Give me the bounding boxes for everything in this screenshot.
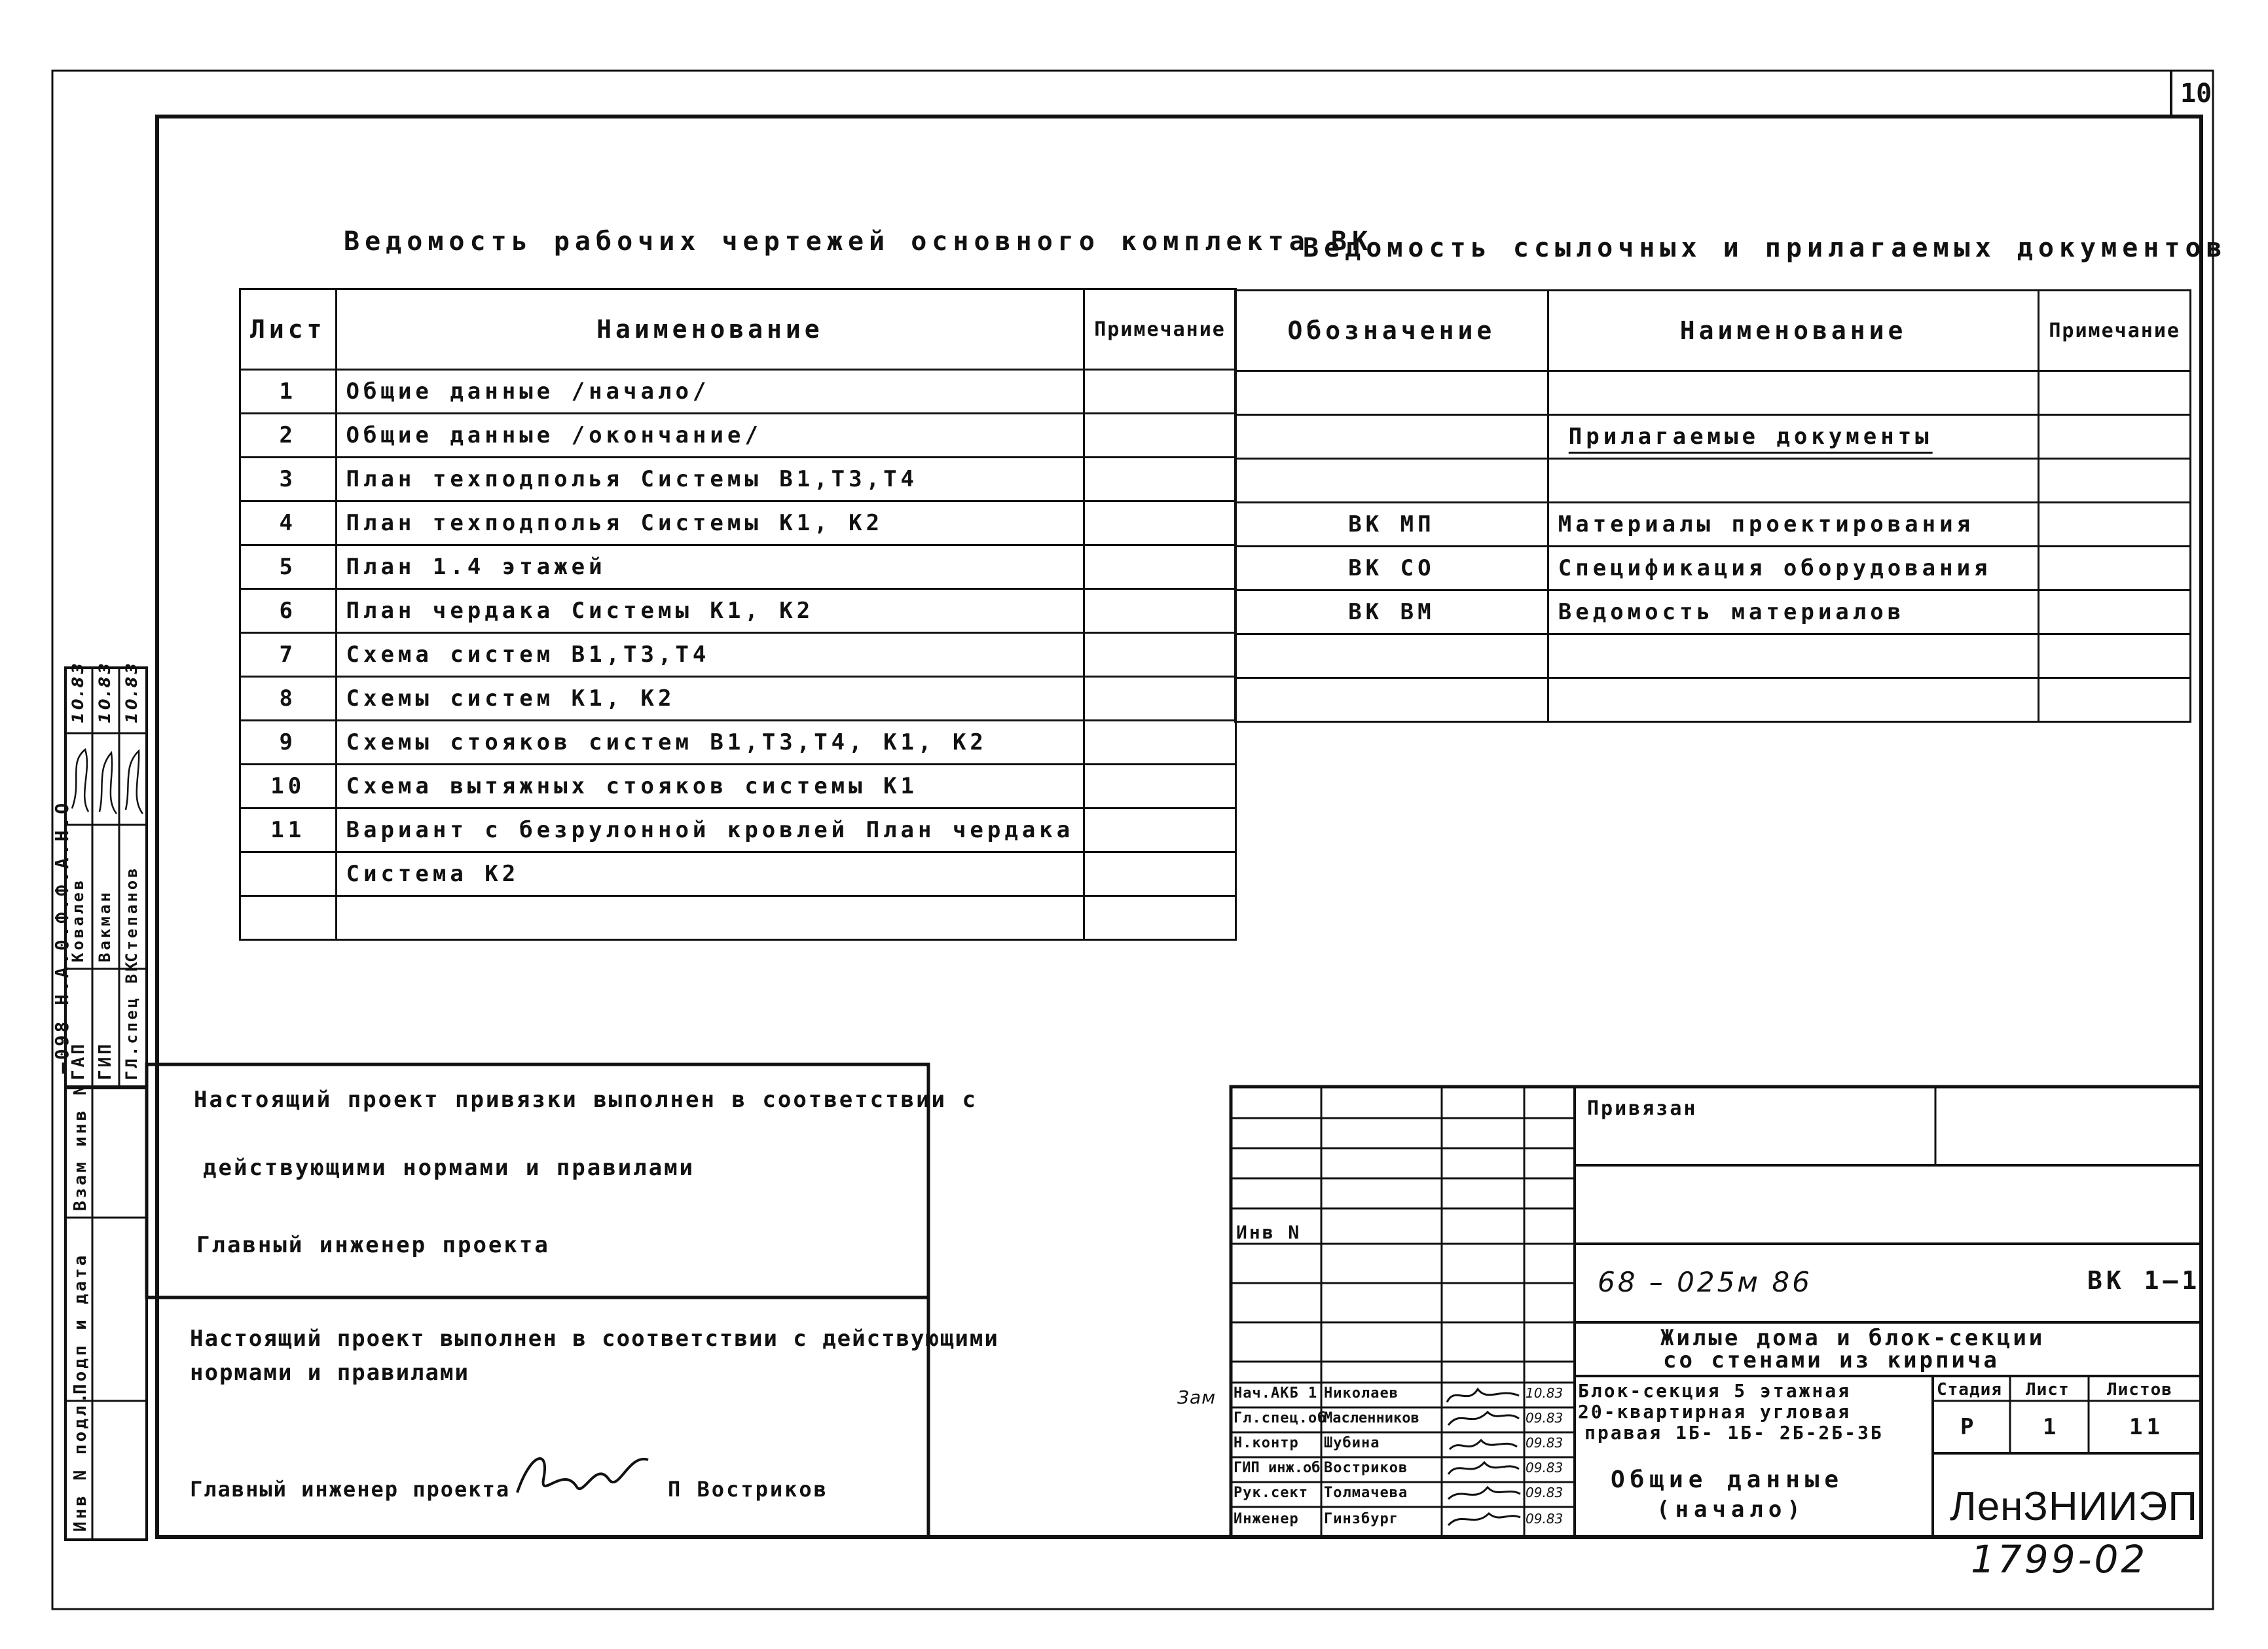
doc-name [1548,634,2039,678]
sheet-note [1084,633,1236,677]
col-header-sheet: Лист [240,289,337,370]
signatory-name: Масленников [1324,1410,1419,1426]
statement-2-line2: нормами и правилами [190,1360,469,1386]
sheet-note [1084,721,1236,765]
doc-code: ВК ВМ [1235,590,1548,634]
stamp-name-stepanov: Степанов [122,865,141,962]
table-row [240,677,1236,721]
signatory-date: 09.83 [1526,1435,1564,1451]
table-row [1235,678,2191,722]
doc-note [2039,415,2191,459]
table-row [240,808,1236,852]
sheet-note [1084,458,1236,501]
sheet-note [1084,501,1236,545]
sheet-note [1084,589,1236,633]
signatory-date: 09.83 [1526,1410,1564,1426]
sheets-value: 11 [2129,1414,2164,1440]
doc-name [1548,678,2039,722]
stamp-role-gip: ГИП [96,1042,115,1080]
sheet-name: Вариант с безрулонной кровлей План чердака [336,808,1084,852]
sheet-name: Общие данные /начало/ [336,370,1084,414]
doc-code [1235,459,1548,503]
doc-code: ВК СО [1235,547,1548,590]
sheet-name [336,896,1084,940]
doc-code [1235,634,1548,678]
sheet-no: 1 [240,370,337,414]
table-row [1235,590,2191,634]
sheet-name-1: Общие данные [1611,1466,1844,1493]
doc-note [2039,371,2191,415]
stamp-date-3: 10.83 [122,661,141,723]
statement-1-line3: Главный инженер проекта [196,1232,550,1258]
referenced-documents-table [1234,289,2191,723]
signatory-role: Н.контр [1234,1435,1299,1451]
sheet-no: 11 [240,808,337,852]
table-row [240,370,1236,414]
signatory-name: Николаев [1324,1385,1399,1402]
sheet-no: 9 [240,721,337,765]
table-row [240,545,1236,589]
sheet-no: 2 [240,414,337,458]
sheet-name: Система К2 [336,852,1084,896]
col-header-note: Примечание [1084,289,1236,370]
table-row [240,765,1236,808]
side-label-podp: Подп и дата [71,1252,90,1394]
sheet-name: План техподполья Системы В1,Т3,Т4 [336,458,1084,501]
side-label-inv: Инв N подл. [71,1390,90,1532]
table-row [1235,634,2191,678]
stamp-name-kovalev: Ковалев [69,877,87,962]
project-title-1: Жилые дома и блок-секции [1660,1325,2045,1351]
stamp-number: 1799-02 [1971,1537,2148,1582]
sheet-note [1084,808,1236,852]
right-table-title: Ведомость ссылочных и прилагаемых документов [1303,233,2227,263]
doc-note [2039,547,2191,590]
inv-no-label: Инв N [1236,1222,1302,1243]
table-row [1235,503,2191,547]
table-row [1235,415,2191,459]
signatory-date: 09.83 [1526,1485,1564,1500]
project-title-2: со стенами из кирпича [1663,1347,2000,1373]
sheet-value: 1 [2043,1414,2060,1440]
sheet-name: Схема вытяжных стояков системы К1 [336,765,1084,808]
doc-code: ВК МП [1235,503,1548,547]
sheet-no: 6 [240,589,337,633]
sheet-note [1084,414,1236,458]
doc-name: Прилагаемые документы [1548,415,2039,459]
doc-name [1548,459,2039,503]
sheet-no: 7 [240,633,337,677]
zam-note: Зам [1177,1386,1216,1408]
doc-note [2039,459,2191,503]
left-table-title: Ведомость рабочих чертежей основного комплекта ВК [344,227,1374,257]
table-row [240,852,1236,896]
sheet-name-2: (начало) [1656,1496,1806,1523]
col-header-note: Примечание [2039,291,2191,371]
doc-code [1235,678,1548,722]
doc-code [1235,371,1548,415]
sheet-no: 8 [240,677,337,721]
table-row [240,501,1236,545]
sheet-note [1084,765,1236,808]
doc-note [2039,503,2191,547]
chief-engineer-signature-icon [504,1440,661,1519]
sheet-name: Схемы систем К1, К2 [336,677,1084,721]
sheet-note [1084,896,1236,940]
signatory-role: Нач.АКБ 1 [1234,1385,1318,1402]
signatory-role: Рук.сект [1234,1485,1308,1501]
doc-note [2039,590,2191,634]
table-row [240,414,1236,458]
sheet-name: Схема систем В1,Т3,Т4 [336,633,1084,677]
statement-1-line2: действующими нормами и правилами [203,1155,695,1181]
sheet-no: 10 [240,765,337,808]
signatory-date: 10.83 [1526,1385,1564,1401]
statement-2-signer-label: Главный инженер проекта [190,1477,511,1502]
statement-2-line1: Настоящий проект выполнен в соответствии с действующими [190,1326,999,1352]
table-row [240,721,1236,765]
signatory-role: Инженер [1234,1511,1299,1527]
doc-note [2039,678,2191,722]
doc-name: Спецификация оборудования [1548,547,2039,590]
col-header-name: Наименование [336,289,1084,370]
stage-label: Стадия [1937,1380,2002,1400]
stamp-signatures-icon [65,736,147,822]
table-row [240,589,1236,633]
doc-name: Материалы проектирования [1548,503,2039,547]
section-line-2: 20-квартирная угловая [1578,1401,1852,1422]
signatory-name: Гинзбург [1324,1511,1399,1527]
sheets-label: Листов [2107,1380,2172,1400]
sheet-corner-number: 10 [2180,79,2212,109]
table-row [240,633,1236,677]
sheet-name: План техподполья Системы К1, К2 [336,501,1084,545]
signatory-role: Гл.спец.об [1234,1410,1327,1426]
table-row [1235,371,2191,415]
sheet-note [1084,852,1236,896]
drawings-list-table [239,288,1237,941]
statement-1-line1: Настоящий проект привязки выполнен в соответствии с [194,1087,978,1113]
sheet-name: План 1.4 этажей [336,545,1084,589]
sheet-code: ВК 1–1 [2087,1266,2201,1295]
sheet-note [1084,545,1236,589]
signatories-signatures-icon [1442,1383,1524,1537]
side-label-vzam: Взам инв N [71,1082,90,1211]
sheet-no: 4 [240,501,337,545]
table-row [1235,459,2191,503]
stamp-role-gap: ГАП [69,1042,88,1080]
sheet-name: Схемы стояков систем В1,Т3,Т4, К1, К2 [336,721,1084,765]
sheet-no: 3 [240,458,337,501]
stamp-role-glspec: ГЛ.спец ВК [122,959,141,1080]
sheet-no [240,896,337,940]
doc-code: 68 – 025м 86 [1598,1266,1812,1298]
archive-caption: —098 Н.А.0.Ф.Ф.А.Н.О [51,800,73,1074]
signatory-role: ГИП инж.об [1234,1460,1321,1476]
table-row [1235,547,2191,590]
stamp-date-2: 10.83 [96,661,114,723]
stamp-date-1: 10.83 [69,661,87,723]
doc-code [1235,415,1548,459]
col-header-name: Наименование [1548,291,2039,371]
doc-note [2039,634,2191,678]
statement-2-signer-name: П Востриков [668,1477,828,1502]
signatory-name: Шубина [1324,1435,1380,1451]
sheet-note [1084,677,1236,721]
table-row [240,458,1236,501]
stamp-name-vakman: Вакман [96,890,114,962]
sheet-name: Общие данные /окончание/ [336,414,1084,458]
signatory-name: Востриков [1324,1460,1408,1476]
organization-name: ЛенЗНИИЭП [1950,1484,2198,1529]
section-line-3: правая 1Б- 1Б- 2Б-2Б-3Б [1584,1422,1884,1443]
sheet-label: Лист [2026,1380,2070,1400]
sheet-no: 5 [240,545,337,589]
stage-value: Р [1960,1414,1978,1440]
sheet-note [1084,370,1236,414]
col-header-code: Обозначение [1235,291,1548,371]
privyazan-label: Привязан [1587,1097,1698,1120]
sheet-no [240,852,337,896]
doc-name [1548,371,2039,415]
signatory-date: 09.83 [1526,1511,1564,1527]
signatory-name: Толмачева [1324,1485,1408,1501]
doc-name: Ведомость материалов [1548,590,2039,634]
signatory-date: 09.83 [1526,1460,1564,1476]
table-row [240,896,1236,940]
section-line-1: Блок-секция 5 этажная [1578,1380,1852,1402]
sheet-name: План чердака Системы К1, К2 [336,589,1084,633]
